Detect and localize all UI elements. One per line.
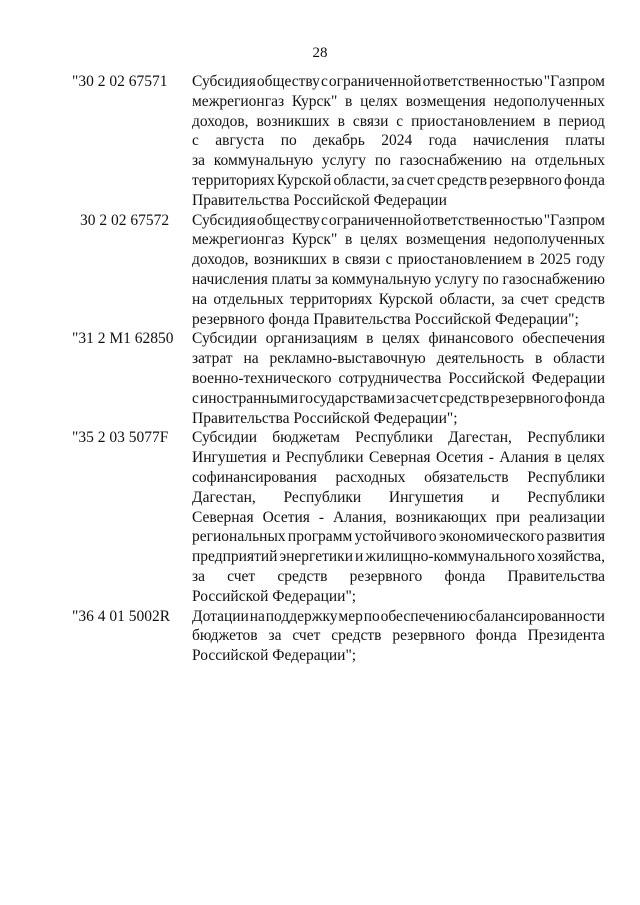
budget-entry (0, 72, 640, 211)
budget-code: "35 2 03 5077F (72, 429, 169, 447)
description-line: Дотации на поддержку мер по обеспечению сбалансированности (192, 607, 605, 625)
description-line: межрегионгаз Курск" в целях возмещения недополученных (192, 231, 605, 249)
description-line: за счет средств резервного фонда Правительства (192, 567, 605, 585)
description-line: региональных программ устойчивого экономического развития (192, 528, 605, 546)
budget-description (192, 329, 605, 428)
description-line: Правительства Российской Федерации (192, 191, 447, 209)
description-line: Субсидия обществу с ограниченной ответственностью "Газпром (192, 73, 605, 90)
description-line: на отдельных территориях Курской области, за счет средств (192, 290, 605, 308)
description-line: резервного фонда Правительства Российской Федерации"; (192, 310, 579, 328)
description-line: затрат на рекламно-выставочную деятельность в области (192, 350, 605, 368)
description-line: за коммунальную услугу по газоснабжению на отдельных (192, 152, 605, 170)
budget-description (192, 72, 605, 211)
description-line: Российской Федерации"; (192, 647, 357, 665)
description-line: доходов, возникших в связи с приостановлением в 2025 году (192, 251, 605, 269)
description-line: с иностранными государствами за счет средств резервного фонда (192, 389, 605, 407)
description-line: Северная Осетия - Алания, возникающих при реализации (192, 508, 605, 526)
budget-code: "36 4 01 5002R (72, 607, 171, 625)
description-line: Российской Федерации"; (192, 587, 357, 605)
description-line: территориях Курской области, за счет средств резервного фонда (192, 171, 605, 189)
budget-code: "31 2 М1 62850 (72, 330, 174, 348)
budget-entry (0, 428, 640, 606)
budget-description (192, 211, 605, 330)
page-number: 28 (312, 45, 328, 61)
budget-code-list (0, 72, 640, 666)
description-line: начисления платы за коммунальную услугу по газоснабжению (192, 270, 605, 288)
description-line: Ингушетия и Республики Северная Осетия - Алания в целях (192, 449, 605, 467)
description-line: Субсидия обществу с ограниченной ответственностью "Газпром (192, 211, 605, 229)
budget-entry (0, 329, 640, 428)
budget-entry (0, 607, 640, 666)
description-line: межрегионгаз Курск" в целях возмещения недополученных (192, 92, 605, 110)
budget-entry (0, 211, 640, 330)
description-line: Субсидии организациям в целях финансового обеспечения (192, 330, 605, 348)
description-line: софинансирования расходных обязательств Республики (192, 468, 605, 486)
description-line: предприятий энергетики и жилищно-коммунального хозяйства, (192, 548, 605, 566)
description-line: Правительства Российской Федерации"; (192, 409, 458, 427)
budget-code: "30 2 02 67571 (72, 73, 168, 90)
description-line: Дагестан, Республики Ингушетия и Республики (192, 488, 605, 506)
budget-code: 30 2 02 67572 (80, 211, 170, 229)
description-line: бюджетов за счет средств резервного фонда Президента (192, 627, 605, 645)
budget-description (192, 428, 605, 606)
description-line: военно-технического сотрудничества Российской Федерации (192, 369, 605, 387)
budget-description (192, 607, 605, 666)
description-line: Субсидии бюджетам Республики Дагестан, Республики (192, 429, 605, 447)
description-line: доходов, возникших в связи с приостановлением в период (192, 112, 605, 130)
description-line: с августа по декабрь 2024 года начисления платы (192, 132, 605, 150)
